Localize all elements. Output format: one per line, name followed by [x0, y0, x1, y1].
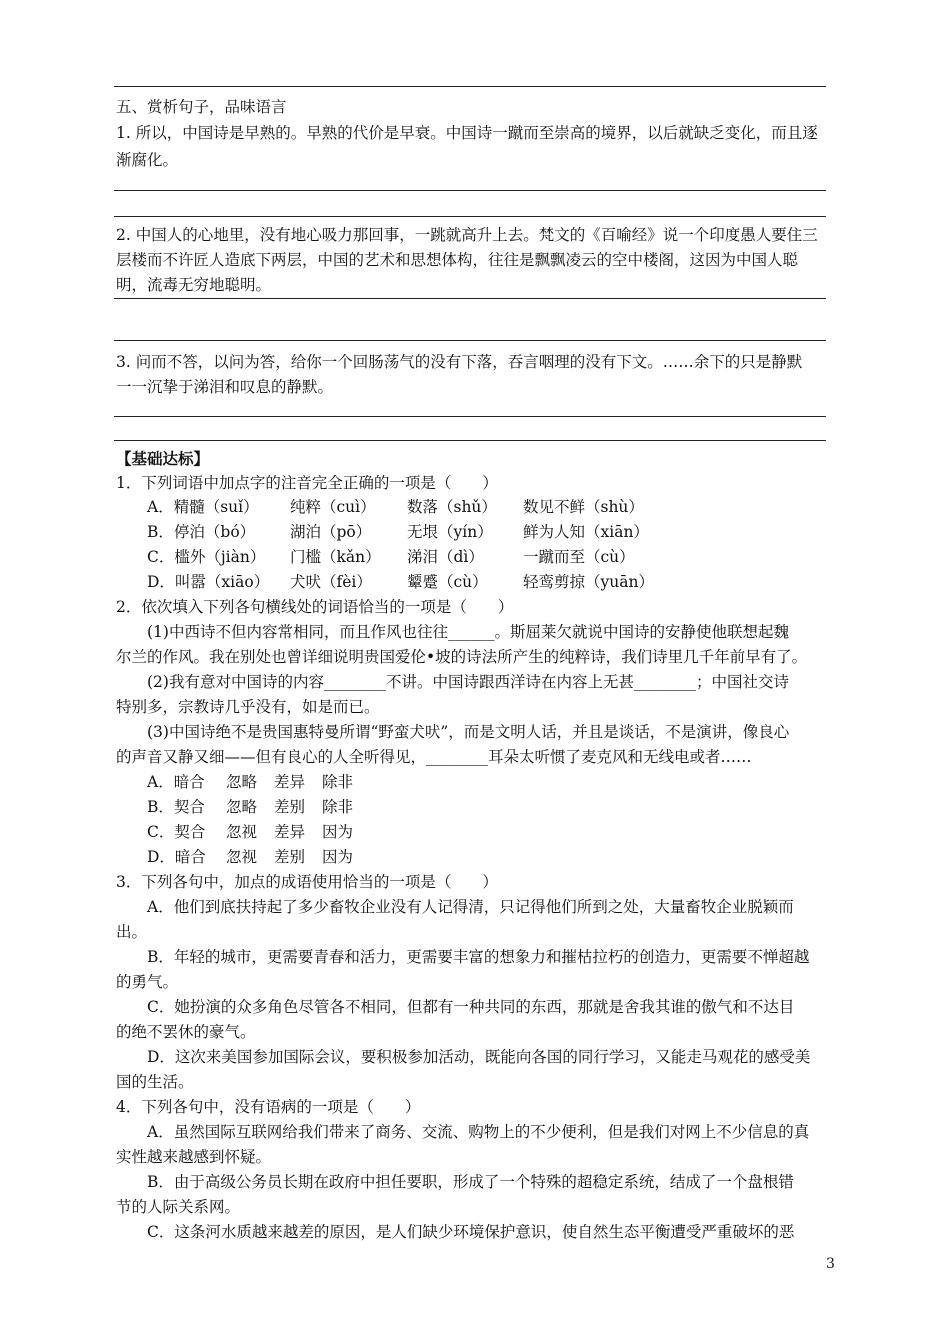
- option-cell: A．精髓（suǐ）: [147, 498, 259, 516]
- option-cell: 差异: [274, 773, 306, 791]
- question-stem: 3．下列各句中，加点的成语使用恰当的一项是（ ）: [116, 873, 498, 891]
- question-text: 2. 中国人的心地里，没有地心吸力那回事，一跳就高升上去。梵文的《百喻经》说一个印度愚人要住三: [116, 226, 818, 244]
- passage-line: 特别多，宗教诗几乎没有，如是而已。: [116, 698, 380, 716]
- question-text: 1. 所以，中国诗是早熟的。早熟的代价是早衰。中国诗一蹴而至崇高的境界，以后就缺乏变化，而且逐: [116, 124, 818, 142]
- question-stem: 4．下列各句中，没有语病的一项是（ ）: [116, 1098, 421, 1116]
- option-cell: 忽视: [226, 823, 258, 841]
- answer-line: [114, 190, 826, 191]
- option-cell: 数见不鲜（shù）: [523, 498, 644, 516]
- option-cell: 差异: [274, 823, 306, 841]
- option-cell: 数落（shǔ）: [407, 498, 497, 516]
- option-cell: 犬吠（fèi）: [290, 573, 372, 591]
- option-cell: 无垠（yín）: [407, 523, 493, 541]
- option-line: C．她扮演的众多角色尽管各不相同，但都有一种共同的东西，那就是舍我其谁的傲气和不达目: [147, 998, 795, 1016]
- passage-line: (3)中国诗绝不是贵国惠特曼所谓“野蛮犬吠”，而是文明人话，并且是谈话，不是演讲，像良心: [147, 723, 790, 741]
- passage-line: (1)中西诗不但内容常相同，而且作风也往往______。斯屈莱欠就说中国诗的安静使他联想起魏: [147, 623, 789, 641]
- question-stem: 2．依次填入下列各句横线处的词语恰当的一项是（ ）: [116, 598, 514, 616]
- option-line: A．他们到底扶持起了多少畜牧企业没有人记得清，只记得他们所到之处，大量畜牧企业脱颖而: [147, 898, 794, 916]
- option-cell: 忽略: [226, 798, 258, 816]
- option-cell: 轻鸾剪掠（yuān）: [523, 573, 654, 591]
- question-text: 一一沉挚于涕泪和叹息的静默。: [116, 378, 334, 396]
- option-cell: 门槛（kǎn）: [290, 548, 381, 566]
- question-text: 渐腐化。: [116, 151, 179, 169]
- option-cell: D．暗合: [147, 848, 206, 866]
- page-number: 3: [826, 1256, 835, 1272]
- basics-heading: 【基础达标】: [116, 449, 210, 468]
- top-rule: [114, 86, 826, 87]
- option-cell: C．契合: [147, 823, 206, 841]
- option-cell: B．停泊（bó）: [147, 523, 256, 541]
- answer-line: [114, 340, 826, 341]
- option-line: 出。: [116, 923, 148, 941]
- option-line: A．虽然国际互联网给我们带来了商务、交流、购物上的不少便利，但是我们对网上不少信息的真: [147, 1123, 810, 1141]
- option-line: 实性越来越感到怀疑。: [116, 1148, 272, 1166]
- option-cell: 鲜为人知（xiān）: [523, 523, 649, 541]
- passage-line: 尔兰的作风。我在别处也曾详细说明贵国爱伦•坡的诗法所产生的纯粹诗，我们诗里几千年前早有了。: [116, 648, 808, 666]
- option-cell: 一蹴而至（cù）: [523, 548, 635, 566]
- option-line: 的勇气。: [116, 973, 179, 991]
- question-stem: 1．下列词语中加点字的注音完全正确的一项是（ ）: [116, 474, 498, 492]
- option-cell: B．契合: [147, 798, 205, 816]
- option-cell: 因为: [322, 848, 354, 866]
- answer-line: [114, 416, 826, 417]
- option-cell: 忽视: [226, 848, 258, 866]
- question-text: 3. 问而不答，以问为答，给你一个回肠荡气的没有下落，吞言咽理的没有下文。……余下的只是静默: [116, 353, 803, 371]
- option-line: B．由于高级公务员长期在政府中担任要职，形成了一个特殊的超稳定系统，结成了一个盘根错: [147, 1173, 794, 1191]
- answer-line: [114, 298, 826, 299]
- option-cell: 因为: [322, 823, 354, 841]
- option-cell: 颦蹙（cù）: [407, 573, 488, 591]
- option-line: B．年轻的城市，更需要青春和活力，更需要丰富的想象力和摧枯拉朽的创造力，更需要不惮超越: [147, 948, 810, 966]
- question-text: 明，流毒无穷地聪明。: [116, 276, 272, 294]
- option-line: D．这次来美国参加国际会议，要积极参加活动，既能向各国的同行学习，又能走马观花的感受美: [147, 1048, 811, 1066]
- option-cell: 纯粹（cuì）: [290, 498, 376, 516]
- passage-line: (2)我有意对中国诗的内容________不讲。中国诗跟西洋诗在内容上无甚________；中国社交诗: [147, 673, 789, 691]
- option-cell: D．叫嚣（xiāo）: [147, 573, 270, 591]
- option-cell: 差别: [274, 798, 306, 816]
- question-text: 层楼而不许匠人造底下两层，中国的艺术和思想体构，往往是飘飘凌云的空中楼阁，这因为中国人聪: [116, 251, 799, 269]
- answer-line: [114, 440, 826, 441]
- answer-line: [114, 216, 826, 217]
- option-line: 节的人际关系网。: [116, 1198, 241, 1216]
- section-heading: 五、赏析句子，品味语言: [116, 98, 287, 116]
- option-cell: 忽略: [226, 773, 258, 791]
- option-line: 的绝不罢休的豪气。: [116, 1023, 256, 1041]
- passage-line: 的声音又静又细——但有良心的人全听得见，________耳朵太听惯了麦克风和无线电或者……: [116, 748, 752, 766]
- option-cell: 湖泊（pō）: [290, 523, 372, 541]
- option-cell: C．槛外（jiàn）: [147, 548, 266, 566]
- option-line: C．这条河水质越来越差的原因，是人们缺少环境保护意识，使自然生态平衡遭受严重破坏的恶: [147, 1223, 795, 1241]
- option-cell: 除非: [322, 773, 354, 791]
- option-cell: 涕泪（dì）: [407, 548, 484, 566]
- option-cell: A．暗合: [147, 773, 205, 791]
- option-cell: 除非: [322, 798, 354, 816]
- option-cell: 差别: [274, 848, 306, 866]
- option-line: 国的生活。: [116, 1073, 194, 1091]
